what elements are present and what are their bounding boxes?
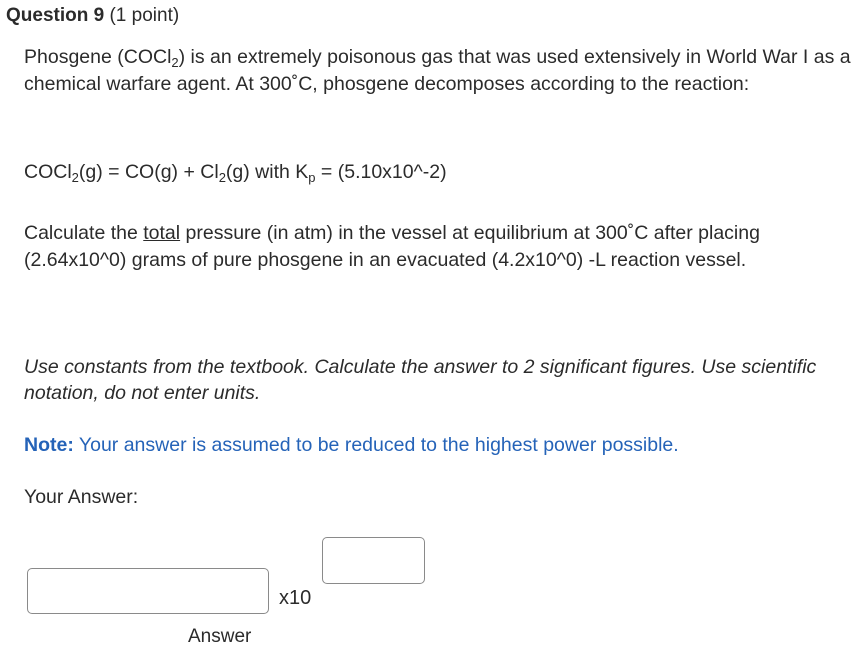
reaction-sub-a: 2 xyxy=(71,170,79,185)
reaction-equation xyxy=(24,159,862,186)
question-number: Question 9 xyxy=(6,5,105,26)
intro-text-1: Phosgene (COCl xyxy=(24,46,172,68)
instructions: Use constants from the textbook. Calculate the answer to 2 significant figures. Use scientific notation, do not enter units. xyxy=(24,356,817,404)
answer-prompt: Your Answer: xyxy=(24,486,139,508)
answer-exponent-input[interactable] xyxy=(322,537,425,584)
kp-subscript: p xyxy=(308,170,316,185)
task-emphasis: total xyxy=(143,222,181,244)
times-ten-label: x10 xyxy=(279,587,312,609)
note-text: Your answer is assumed to be reduced to the highest power possible. xyxy=(73,434,679,456)
question-intro xyxy=(24,44,862,98)
question-points: (1 point) xyxy=(109,5,180,26)
task-statement xyxy=(24,220,862,274)
reaction-part-d: = (5.10x10^-2) xyxy=(315,161,447,183)
reaction-sub-b: 2 xyxy=(218,170,226,185)
answer-mantissa-input[interactable] xyxy=(27,568,269,614)
task-post: pressure (in atm) in the vessel at equilibrium at 300˚C after placing (2.64x10^0) grams of pure phosgene in an evacuated (4.2x10^0) -L reaction vessel. xyxy=(24,222,760,271)
reaction-part-c: (g) with K xyxy=(225,161,309,183)
intro-subscript: 2 xyxy=(171,55,179,70)
intro-text-2: ) is an extremely poisonous gas that was used extensively in World War I as a chemical warfare agent. At 300˚C, phosgene decomposes according to the reaction: xyxy=(24,46,851,95)
note-label: Note: xyxy=(24,434,74,456)
answer-caption: Answer xyxy=(188,626,252,647)
reaction-part-b: (g) = CO(g) + Cl xyxy=(78,161,219,183)
task-pre: Calculate the xyxy=(24,222,144,244)
question-header xyxy=(6,4,179,28)
reaction-part-a: COCl xyxy=(24,161,72,183)
note xyxy=(24,432,862,459)
